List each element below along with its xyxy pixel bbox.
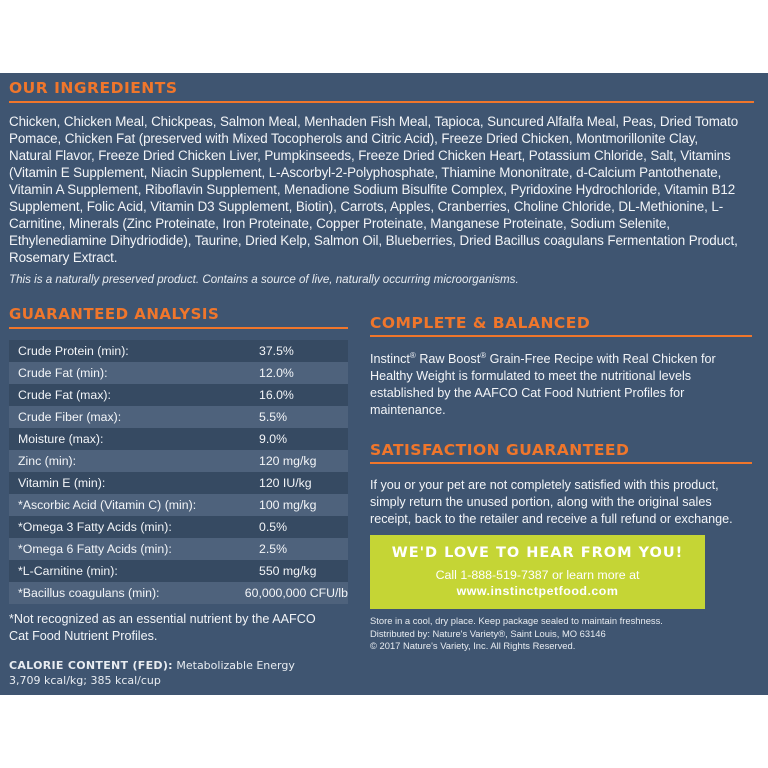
- nutrient-label: Crude Protein (min):: [18, 344, 129, 358]
- complete-rule: [370, 335, 752, 337]
- nutrient-value: 5.5%: [259, 410, 288, 424]
- table-row: [9, 340, 348, 362]
- table-row: [9, 384, 348, 406]
- nutrient-value: 120 IU/kg: [259, 476, 312, 490]
- preservation-note: This is a naturally preserved product. Contains a source of live, naturally occurring microorganisms.: [9, 273, 519, 286]
- contact-callout: [370, 535, 705, 609]
- brand-name: Instinct: [370, 352, 410, 367]
- table-row: [9, 428, 348, 450]
- nutrient-label: Crude Fiber (max):: [18, 410, 122, 424]
- nutrient-label: Moisture (max):: [18, 432, 104, 446]
- callout-phone-line: Call 1-888-519-7387 or learn more at: [435, 568, 640, 582]
- satisfaction-rule: [370, 462, 752, 464]
- satisfaction-text: If you or your pet are not completely satisfied with this product, simply return the unused portion, along with the original sales receipt, back to the retailer and receive a full refund or exchange.: [370, 478, 733, 526]
- complete-description: Grain-Free Recipe with Real Chicken for Healthy Weight is formulated to meet the nutritional levels established by the AAFCO Cat Food Nutrient Profiles for maintenance.: [370, 352, 716, 418]
- package-label-panel: [0, 73, 768, 695]
- calorie-values: 3,709 kcal/kg; 385 kcal/cup: [9, 674, 161, 687]
- table-row: [9, 538, 348, 560]
- ingredients-heading: OUR INGREDIENTS: [9, 79, 178, 97]
- nutrient-value: 0.5%: [259, 520, 288, 534]
- nutrient-label: Zinc (min):: [18, 454, 77, 468]
- calorie-content: [9, 658, 349, 688]
- nutrient-label: *Omega 6 Fatty Acids (min):: [18, 542, 172, 556]
- complete-text: Instinct® Raw Boost® Grain-Free Recipe with Real Chicken for Healthy Weight is formulated to meet the nutritional levels established by the AAFCO Cat Food Nutrient Profiles for maintenance.: [370, 351, 716, 418]
- calorie-method: Metabolizable Energy: [176, 659, 295, 672]
- nutrient-label: Vitamin E (min):: [18, 476, 106, 490]
- nutrient-value: 60,000,000 CFU/lb: [244, 586, 348, 600]
- nutrient-label: Crude Fat (min):: [18, 366, 108, 380]
- nutrient-label: Crude Fat (max):: [18, 388, 111, 402]
- table-row: [9, 560, 348, 582]
- nutrient-value: 12.0%: [259, 366, 294, 380]
- guaranteed-analysis-table: [9, 340, 348, 604]
- product-name: Raw Boost: [419, 352, 481, 367]
- table-row: [9, 362, 348, 384]
- table-row: [9, 406, 348, 428]
- storage-info: [370, 615, 670, 653]
- copyright-line: © 2017 Nature's Variety, Inc. All Rights Reserved.: [370, 640, 576, 651]
- table-row: [9, 582, 348, 604]
- callout-text: [370, 567, 705, 599]
- storage-line: Store in a cool, dry place. Keep package sealed to maintain freshness.: [370, 615, 663, 626]
- table-row: [9, 450, 348, 472]
- table-row: [9, 472, 348, 494]
- complete-heading: COMPLETE & BALANCED: [370, 314, 591, 332]
- ingredients-rule: [9, 101, 754, 103]
- table-row: [9, 516, 348, 538]
- nutrient-value: 120 mg/kg: [259, 454, 317, 468]
- table-row: [9, 494, 348, 516]
- nutrient-value: 550 mg/kg: [259, 564, 317, 578]
- ingredients-list: Chicken, Chicken Meal, Chickpeas, Salmon Meal, Menhaden Fish Meal, Tapioca, Suncured Alfalfa Meal, Peas, Dried Tomato Pomace, Chicken Fat (preserved with Mixed Tocopherols and Citric Acid), Freeze Dried Chicken, Montmorillonite Clay, Natural Flavor, Freeze Dried Chicken Liver, Pumpkinseeds, Freeze Dried Chicken Heart, Potassium Chloride, Salt, Vitamins (Vitamin E Supplement, Niacin Supplement, L-Ascorbyl-2-Polyphosphate, Thiamine Mononitrate, d-Calcium Pantothenate, Vitamin A Supplement, Riboflavin Supplement, Menadione Sodium Bisulfite Complex, Pyridoxine Hydrochloride, Vitamin B12 Supplement, Folic Acid, Vitamin D3 Supplement, Biotin), Carrots, Apples, Cranberries, Choline Chloride, DL-Methionine, L-Carnitine, Minerals (Zinc Proteinate, Iron Proteinate, Copper Proteinate, Manganese Proteinate, Sodium Selenite, Ethylenediamine Dihydriodide), Taurine, Dried Kelp, Salmon Oil, Blueberries, Dried Bacillus coagulans Fermentation Product, Rosemary Extract.: [9, 114, 739, 265]
- distributor-line: Distributed by: Nature's Variety®, Saint Louis, MO 63146: [370, 627, 606, 639]
- analysis-footnote: *Not recognized as an essential nutrient by the AAFCO Cat Food Nutrient Profiles.: [9, 612, 316, 643]
- nutrient-label: *Ascorbic Acid (Vitamin C) (min):: [18, 498, 197, 512]
- nutrient-value: 100 mg/kg: [259, 498, 317, 512]
- nutrient-label: *Omega 3 Fatty Acids (min):: [18, 520, 172, 534]
- calorie-label: CALORIE CONTENT (FED):: [9, 659, 173, 672]
- satisfaction-heading: SATISFACTION GUARANTEED: [370, 441, 630, 459]
- nutrient-label: *Bacillus coagulans (min):: [18, 586, 160, 600]
- nutrient-value: 16.0%: [259, 388, 294, 402]
- nutrient-value: 9.0%: [259, 432, 288, 446]
- nutrient-value: 37.5%: [259, 344, 294, 358]
- website-link[interactable]: www.instinctpetfood.com: [456, 584, 619, 598]
- analysis-heading: GUARANTEED ANALYSIS: [9, 305, 220, 323]
- nutrient-label: *L-Carnitine (min):: [18, 564, 118, 578]
- analysis-rule: [9, 327, 348, 329]
- nutrient-value: 2.5%: [259, 542, 288, 556]
- callout-heading: WE'D LOVE TO HEAR FROM YOU!: [391, 545, 684, 561]
